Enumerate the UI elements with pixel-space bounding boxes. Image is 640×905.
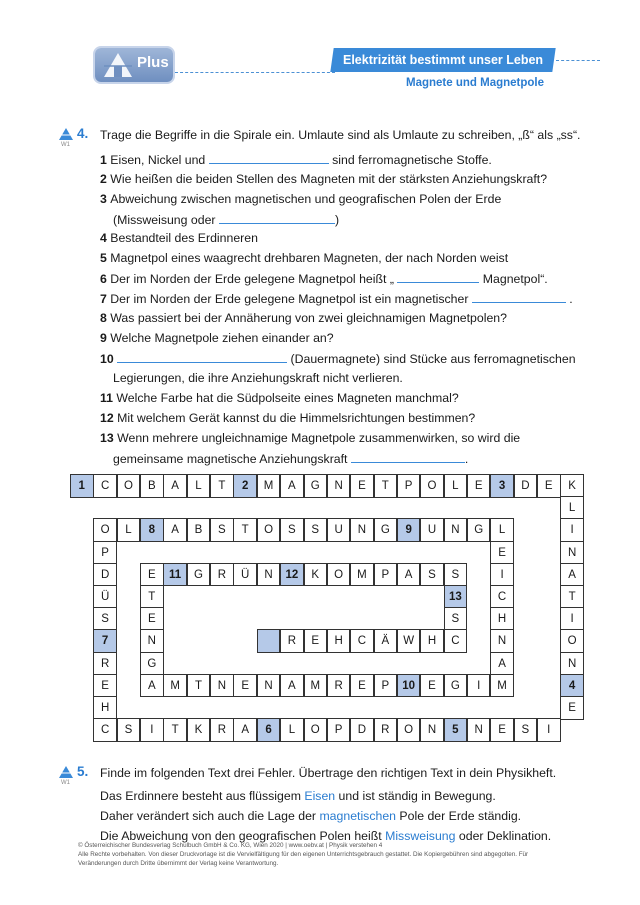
- clue-text: Magnetpol eines waagrecht drehbaren Magneten, der nach Norden weist: [110, 251, 509, 265]
- puzzle-cell-number[interactable]: 8: [140, 518, 164, 542]
- level-label: W1: [61, 780, 70, 786]
- puzzle-cell[interactable]: R: [93, 652, 117, 676]
- highlighted-word: Missweisung: [385, 829, 456, 843]
- text: oder Deklination.: [455, 829, 552, 843]
- puzzle-cell[interactable]: E: [537, 474, 561, 498]
- header-dash-left: [175, 72, 335, 73]
- puzzle-cell[interactable]: O: [560, 629, 584, 653]
- puzzle-cell[interactable]: M: [350, 563, 374, 587]
- clue-line: [100, 151, 492, 168]
- puzzle-cell[interactable]: Ü: [93, 585, 117, 609]
- level-triangle-icon: [59, 128, 73, 140]
- puzzle-cell[interactable]: T: [140, 585, 164, 609]
- clue-text: Abweichung zwischen magnetischen und geografischen Polen der Erde: [110, 192, 502, 206]
- puzzle-cell[interactable]: S: [117, 718, 141, 742]
- clue-number: 6: [100, 272, 111, 286]
- puzzle-cell[interactable]: A: [140, 674, 164, 698]
- puzzle-cell[interactable]: B: [140, 474, 164, 498]
- puzzle-cell[interactable]: Ä: [374, 629, 398, 653]
- puzzle-cell[interactable]: S: [210, 518, 234, 542]
- clue-line-continued: [113, 450, 468, 467]
- puzzle-cell[interactable]: S: [280, 518, 304, 542]
- puzzle-cell[interactable]: H: [327, 629, 351, 653]
- puzzle-cell[interactable]: A: [280, 474, 304, 498]
- puzzle-cell[interactable]: G: [140, 652, 164, 676]
- puzzle-cell[interactable]: O: [304, 718, 328, 742]
- puzzle-cell-number[interactable]: 12: [280, 563, 304, 587]
- puzzle-cell-number[interactable]: 9: [397, 518, 421, 542]
- task-instruction: Finde im folgenden Text drei Fehler. Übertrage den richtigen Text in dein Physikheft.: [100, 766, 557, 780]
- puzzle-cell[interactable]: H: [420, 629, 444, 653]
- text: Daher verändert sich auch die Lage der: [100, 809, 320, 823]
- puzzle-cell[interactable]: T: [560, 585, 584, 609]
- clue-text: (Dauermagnete) sind Stücke aus ferromagnetischen: [287, 352, 576, 366]
- puzzle-cell[interactable]: O: [257, 518, 281, 542]
- clue-line: [100, 290, 573, 307]
- clue-number: 12: [100, 411, 118, 425]
- puzzle-cell[interactable]: N: [490, 629, 514, 653]
- clue-text: Legierungen, die ihre Anziehungskraft nicht verlieren.: [113, 371, 403, 385]
- puzzle-cell[interactable]: M: [257, 474, 281, 498]
- clue-number: 10: [100, 352, 118, 366]
- puzzle-cell[interactable]: S: [514, 718, 538, 742]
- puzzle-cell-shaded[interactable]: [257, 629, 281, 653]
- puzzle-cell[interactable]: C: [93, 718, 117, 742]
- puzzle-cell[interactable]: O: [327, 563, 351, 587]
- puzzle-cell[interactable]: E: [350, 674, 374, 698]
- answer-blank[interactable]: [219, 211, 335, 224]
- highlighted-word: Eisen: [304, 789, 336, 803]
- footer-copyright: © Österreichischer Bundesverlag Schulbuch GmbH & Co. KG, Wien 2020 | www.oebv.at | Physik verstehen 4: [78, 842, 383, 849]
- text: Pole der Erde ständig.: [396, 809, 522, 823]
- puzzle-cell[interactable]: E: [420, 674, 444, 698]
- puzzle-cell[interactable]: P: [93, 541, 117, 565]
- clue-text: sind ferromagnetische Stoffe.: [328, 153, 492, 167]
- puzzle-cell[interactable]: L: [444, 474, 468, 498]
- chapter-banner: Elektrizität bestimmt unser Leben: [330, 48, 555, 72]
- puzzle-cell[interactable]: P: [327, 718, 351, 742]
- puzzle-cell[interactable]: E: [490, 541, 514, 565]
- puzzle-cell[interactable]: M: [304, 674, 328, 698]
- puzzle-cell[interactable]: E: [233, 674, 257, 698]
- clue-line: [100, 171, 547, 187]
- puzzle-cell[interactable]: E: [140, 607, 164, 631]
- puzzle-cell[interactable]: E: [490, 718, 514, 742]
- puzzle-cell[interactable]: S: [444, 563, 468, 587]
- puzzle-cell[interactable]: T: [374, 474, 398, 498]
- clue-text: Was passiert bei der Annäherung von zwei gleichnamigen Magnetpolen?: [110, 311, 507, 325]
- logo-text: Plus: [137, 54, 169, 71]
- puzzle-cell[interactable]: P: [397, 474, 421, 498]
- puzzle-cell[interactable]: N: [327, 474, 351, 498]
- puzzle-cell[interactable]: H: [490, 607, 514, 631]
- puzzle-cell[interactable]: N: [257, 674, 281, 698]
- puzzle-cell[interactable]: N: [467, 718, 491, 742]
- puzzle-cell[interactable]: U: [420, 518, 444, 542]
- clue-line-continued: [113, 211, 339, 228]
- puzzle-cell[interactable]: A: [560, 563, 584, 587]
- puzzle-cell[interactable]: A: [163, 518, 187, 542]
- clue-line: [100, 330, 334, 346]
- logo: [95, 48, 173, 82]
- puzzle-cell[interactable]: E: [93, 674, 117, 698]
- puzzle-cell[interactable]: Ü: [233, 563, 257, 587]
- clue-line-continued: [113, 370, 403, 386]
- puzzle-cell-number[interactable]: 1: [70, 474, 94, 498]
- clue-text: gemeinsame magnetische Anziehungskraft: [113, 452, 351, 466]
- puzzle-cell[interactable]: I: [140, 718, 164, 742]
- puzzle-cell[interactable]: T: [187, 674, 211, 698]
- puzzle-cell[interactable]: C: [350, 629, 374, 653]
- puzzle-cell[interactable]: E: [560, 696, 584, 720]
- puzzle-cell[interactable]: N: [350, 518, 374, 542]
- puzzle-cell[interactable]: D: [514, 474, 538, 498]
- clue-number: 8: [100, 311, 111, 325]
- section-subtitle: Magnete und Magnetpole: [406, 77, 544, 89]
- answer-blank[interactable]: [209, 151, 329, 164]
- puzzle-cell[interactable]: T: [163, 718, 187, 742]
- highlighted-word: magnetischen: [319, 809, 396, 823]
- footer-disclaimer: Veränderungen durch Dritte übernimmt der Verlag keine Verantwortung.: [78, 860, 279, 867]
- answer-blank[interactable]: [117, 350, 287, 363]
- error-text-line: [100, 808, 521, 824]
- clue-text: Der im Norden der Erde gelegene Magnetpol ist ein magnetischer: [110, 292, 472, 306]
- puzzle-cell[interactable]: R: [210, 563, 234, 587]
- puzzle-cell-number[interactable]: 13: [444, 585, 468, 609]
- clue-number: 7: [100, 292, 111, 306]
- puzzle-cell[interactable]: M: [163, 674, 187, 698]
- puzzle-cell[interactable]: M: [490, 674, 514, 698]
- clue-number: 11: [100, 391, 117, 405]
- puzzle-cell[interactable]: C: [490, 585, 514, 609]
- puzzle-cell[interactable]: I: [560, 518, 584, 542]
- puzzle-cell[interactable]: W: [397, 629, 421, 653]
- puzzle-cell[interactable]: I: [560, 607, 584, 631]
- puzzle-cell-number[interactable]: 7: [93, 629, 117, 653]
- puzzle-cell[interactable]: A: [163, 474, 187, 498]
- clue-line: [100, 350, 576, 367]
- error-text-line: [100, 788, 496, 804]
- puzzle-cell[interactable]: N: [140, 629, 164, 653]
- answer-blank[interactable]: [397, 270, 479, 283]
- puzzle-cell[interactable]: T: [233, 518, 257, 542]
- clue-line: [100, 191, 501, 207]
- puzzle-cell[interactable]: I: [467, 674, 491, 698]
- puzzle-cell[interactable]: O: [93, 518, 117, 542]
- clue-text: Wenn mehrere ungleichnamige Magnetpole zusammenwirken, so wird die: [117, 431, 521, 445]
- footer-rights: Alle Rechte vorbehalten. Von dieser Druckvorlage ist die Vervielfältigung für den eigenen Unterrichtsgebrauch gestattet. Die Kopiergebühren sind abgegolten. Für: [78, 851, 529, 858]
- triangle-logo-icon: [103, 52, 133, 78]
- puzzle-cell[interactable]: G: [187, 563, 211, 587]
- puzzle-cell[interactable]: E: [304, 629, 328, 653]
- puzzle-cell[interactable]: H: [93, 696, 117, 720]
- puzzle-cell-number[interactable]: 11: [163, 563, 187, 587]
- puzzle-cell[interactable]: C: [93, 474, 117, 498]
- puzzle-cell[interactable]: R: [327, 674, 351, 698]
- clue-number: 1: [100, 153, 111, 167]
- puzzle-cell[interactable]: G: [444, 674, 468, 698]
- puzzle-cell[interactable]: N: [210, 674, 234, 698]
- clue-text: Eisen, Nickel und: [110, 153, 209, 167]
- puzzle-cell[interactable]: S: [420, 563, 444, 587]
- puzzle-cell[interactable]: K: [560, 474, 584, 498]
- puzzle-cell[interactable]: O: [117, 474, 141, 498]
- clue-text: Welche Magnetpole ziehen einander an?: [110, 331, 334, 345]
- puzzle-cell[interactable]: P: [374, 563, 398, 587]
- puzzle-cell-number[interactable]: 10: [397, 674, 421, 698]
- clue-text: Magnetpol“.: [479, 272, 548, 286]
- header-dash-right: [556, 60, 600, 61]
- puzzle-cell[interactable]: E: [140, 563, 164, 587]
- text: Die Abweichung von den geografischen Polen heißt: [100, 829, 386, 843]
- puzzle-cell[interactable]: U: [327, 518, 351, 542]
- clue-number: 4: [100, 231, 111, 245]
- clue-line: [100, 310, 507, 326]
- puzzle-cell[interactable]: I: [537, 718, 561, 742]
- puzzle-cell[interactable]: N: [560, 541, 584, 565]
- text: Das Erdinnere besteht aus flüssigem: [100, 789, 305, 803]
- task-instruction: Trage die Begriffe in die Spirale ein. Umlaute sind als Umlaute zu schreiben, „ß“ als „ss“.: [100, 128, 581, 142]
- puzzle-cell-number[interactable]: 3: [490, 474, 514, 498]
- puzzle-cell[interactable]: G: [467, 518, 491, 542]
- puzzle-cell[interactable]: K: [304, 563, 328, 587]
- puzzle-cell[interactable]: S: [304, 518, 328, 542]
- puzzle-cell[interactable]: E: [350, 474, 374, 498]
- puzzle-cell[interactable]: R: [374, 718, 398, 742]
- clue-text: ): [334, 213, 340, 227]
- puzzle-cell[interactable]: G: [304, 474, 328, 498]
- puzzle-cell[interactable]: L: [187, 474, 211, 498]
- clue-text: .: [565, 292, 573, 306]
- puzzle-cell[interactable]: A: [280, 674, 304, 698]
- puzzle-cell[interactable]: L: [117, 518, 141, 542]
- puzzle-cell[interactable]: G: [374, 518, 398, 542]
- puzzle-cell-number[interactable]: 4: [560, 674, 584, 698]
- answer-blank[interactable]: [351, 450, 465, 463]
- puzzle-cell[interactable]: O: [420, 474, 444, 498]
- clue-line: [100, 430, 520, 446]
- puzzle-cell[interactable]: A: [490, 652, 514, 676]
- puzzle-cell[interactable]: R: [210, 718, 234, 742]
- puzzle-cell[interactable]: L: [490, 518, 514, 542]
- puzzle-cell[interactable]: N: [420, 718, 444, 742]
- clue-number: 3: [100, 192, 111, 206]
- clue-text: Mit welchem Gerät kannst du die Himmelsrichtungen bestimmen?: [117, 411, 476, 425]
- puzzle-cell[interactable]: T: [210, 474, 234, 498]
- clue-text: .: [464, 452, 469, 466]
- clue-line: [100, 230, 258, 246]
- puzzle-cell[interactable]: C: [444, 629, 468, 653]
- puzzle-cell[interactable]: R: [280, 629, 304, 653]
- puzzle-cell[interactable]: S: [444, 607, 468, 631]
- clue-number: 5: [100, 251, 111, 265]
- puzzle-cell[interactable]: D: [350, 718, 374, 742]
- puzzle-cell-number[interactable]: 5: [444, 718, 468, 742]
- clue-line: [100, 250, 508, 266]
- clue-text: (Missweisung oder: [113, 213, 219, 227]
- clue-text: Wie heißen die beiden Stellen des Magneten mit der stärksten Anziehungskraft?: [110, 172, 548, 186]
- puzzle-cell[interactable]: I: [490, 563, 514, 587]
- puzzle-cell-number[interactable]: 6: [257, 718, 281, 742]
- clue-text: Bestandteil des Erdinneren: [110, 231, 258, 245]
- puzzle-cell[interactable]: A: [233, 718, 257, 742]
- puzzle-cell[interactable]: O: [397, 718, 421, 742]
- level-label: W1: [61, 142, 70, 148]
- answer-blank[interactable]: [472, 290, 566, 303]
- clue-number: 13: [100, 431, 118, 445]
- puzzle-cell[interactable]: L: [280, 718, 304, 742]
- puzzle-cell[interactable]: B: [187, 518, 211, 542]
- text: und ist ständig in Bewegung.: [335, 789, 496, 803]
- puzzle-cell[interactable]: S: [93, 607, 117, 631]
- puzzle-cell[interactable]: A: [397, 563, 421, 587]
- clue-number: 2: [100, 172, 111, 186]
- task-number: 5.: [77, 764, 89, 779]
- clue-line: [100, 390, 459, 406]
- puzzle-cell[interactable]: N: [257, 563, 281, 587]
- clue-number: 9: [100, 331, 111, 345]
- clue-line: [100, 270, 548, 287]
- puzzle-cell[interactable]: N: [560, 652, 584, 676]
- puzzle-cell[interactable]: P: [374, 674, 398, 698]
- clue-line: [100, 410, 475, 426]
- puzzle-cell[interactable]: N: [444, 518, 468, 542]
- puzzle-cell[interactable]: E: [467, 474, 491, 498]
- puzzle-cell-number[interactable]: 2: [233, 474, 257, 498]
- clue-text: Der im Norden der Erde gelegene Magnetpol heißt „: [110, 272, 398, 286]
- puzzle-cell[interactable]: L: [560, 496, 584, 520]
- level-triangle-icon: [59, 766, 73, 778]
- puzzle-cell[interactable]: K: [187, 718, 211, 742]
- task-number: 4.: [77, 126, 89, 141]
- puzzle-cell[interactable]: D: [93, 563, 117, 587]
- clue-text: Welche Farbe hat die Südpolseite eines Magneten manchmal?: [116, 391, 459, 405]
